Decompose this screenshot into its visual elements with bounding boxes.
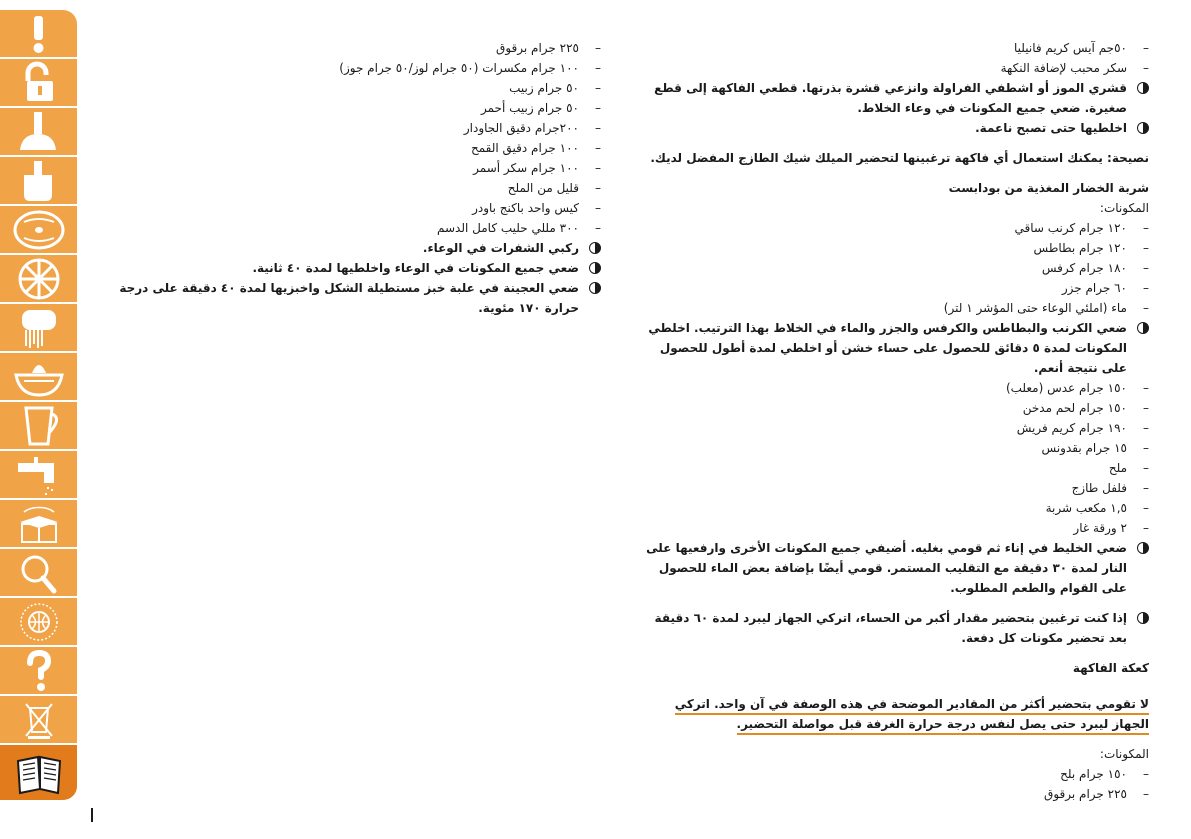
ingredient-item [101, 178, 601, 198]
disposal-bin-icon [10, 698, 68, 742]
ingredient-text: – ١٠٠ جرام دقيق القمح [470, 141, 579, 155]
section-label-text: المكونات: [1099, 201, 1149, 215]
ingredient-text: – ٢٢٥ جرام برقوق [1044, 787, 1127, 801]
ingredient-item [644, 258, 1149, 278]
tip-text: نصيحة: يمكنك استعمال أي فاكهة ترغبينها لتحضير الميلك شيك الطازج المفضل لديك. [650, 151, 1149, 165]
sidebar-tile-disposal[interactable] [0, 696, 77, 745]
ingredient-text: – ١٢٠ جرام كرنب ساقي [1014, 221, 1127, 235]
storage-box-icon [10, 502, 68, 546]
ingredient-text: – ٦٠ جرام جزر [1061, 281, 1127, 295]
recipe-title-text: كعكة الفاكهة [1072, 661, 1149, 675]
instruction-text: ضعي الخليط في إناء ثم قومي بغليه. أضيفي جميع المكونات الأخرى وارفعيها على النار لمدة ٣٠ دقيقة مع التقليب المستمر. قومي أيضًا بإضافة بعض الماء للحصول على القوام والطعم المطلوب. [646, 541, 1127, 595]
ingredient-item [644, 238, 1149, 258]
ingredient-text: – ٢٢٥ جرام برقوق [496, 41, 579, 55]
sidebar-tile-slicing-disc[interactable] [0, 206, 77, 255]
ingredient-item [644, 298, 1149, 318]
ingredient-item [101, 58, 601, 78]
instruction-step [644, 118, 1149, 138]
tap-cleaning-icon [10, 453, 68, 497]
sidebar [0, 10, 77, 800]
juicer-icon [10, 159, 68, 203]
instruction-step [644, 608, 1149, 648]
ingredient-item [644, 764, 1149, 784]
ingredient-text: – ٥٠ جرام زبيب [509, 81, 579, 95]
ingredient-text: – ٢٠٠جرام دقيق الجاودار [463, 121, 579, 135]
ingredient-text: – ١٥٠ جرام عدس (معلب) [1005, 381, 1127, 395]
ingredient-item [644, 498, 1149, 518]
grating-disc-icon [10, 257, 68, 301]
warning-text: لا تقومي بتحضير أكثر من المقادير الموضحة في هذه الوصفة في آن واحد. اتركي الجهاز ليبرد حتى يصل لنفس درجة حرارة الغرفة قبل مواصلة التحضير. [675, 697, 1149, 735]
sidebar-tile-tap[interactable] [0, 451, 77, 500]
ingredient-text: – ١٥ جرام بقدونس [1041, 441, 1127, 455]
sidebar-tile-jug[interactable] [0, 402, 77, 451]
ingredient-item [644, 438, 1149, 458]
sidebar-tile-grating-disc[interactable] [0, 255, 77, 304]
ingredient-text: – فلفل طازج [1071, 481, 1127, 495]
sidebar-tile-recipes[interactable] [0, 745, 77, 800]
ingredient-text: – ١٥٠ جرام لحم مدخن [1022, 401, 1127, 415]
ingredient-item [101, 218, 601, 238]
ingredient-text: – ١٥٠ جرام بلح [1060, 767, 1127, 781]
ingredient-item [101, 158, 601, 178]
ingredient-text: – ٥٠ جرام زبيب أحمر [481, 101, 579, 115]
recipe-title-text: شربة الخضار المغذية من بودابست [948, 181, 1149, 195]
spiralizer-icon [10, 306, 68, 350]
slicing-disc-icon [10, 208, 68, 252]
instruction-text: إذا كنت ترغبين بتحضير مقدار أكبر من الحساء، اتركي الجهاز ليبرد لمدة ٦٠ دقيقة بعد تحضير مكونات كل دفعة. [654, 611, 1127, 645]
spacer [644, 138, 1149, 148]
tip-note [644, 148, 1149, 168]
sidebar-tile-storage[interactable] [0, 500, 77, 549]
instruction-text: ضعي الكرنب والبطاطس والكرفس والجزر والماء في الخلاط بهذا الترتيب. اخلطي المكونات لمدة ٥ دقائق للحصول على حساء خشن أو اخلطي لمدة أطول للحصول على نتيجة أنعم. [648, 321, 1127, 375]
jug-icon [10, 404, 68, 448]
instruction-text: ركبي الشفرات في الوعاء. [422, 241, 579, 255]
ingredient-item [644, 478, 1149, 498]
ingredient-text: – ملح [1108, 461, 1127, 475]
ingredient-item [101, 98, 601, 118]
spacer [644, 678, 1149, 688]
ingredient-item [101, 198, 601, 218]
instruction-step [101, 258, 601, 278]
ingredient-text: – ٥٠جم آيس كريم فانيليا [1014, 41, 1127, 55]
warning-note [644, 694, 1149, 734]
spacer [644, 734, 1149, 744]
sidebar-tile-juicer[interactable] [0, 157, 77, 206]
ingredient-item [644, 218, 1149, 238]
ingredient-item [644, 418, 1149, 438]
globe-icon [10, 600, 68, 644]
sidebar-tile-magnifier[interactable] [0, 549, 77, 598]
ingredient-item [644, 278, 1149, 298]
ingredient-text: – ماء (املئي الوعاء حتى المؤشر ١ لتر) [943, 301, 1127, 315]
ingredient-text: – ١٠٠ جرام سكر أسمر [473, 161, 579, 175]
sidebar-tile-guarantee[interactable] [0, 598, 77, 647]
section-label [644, 744, 1149, 764]
ingredient-item [644, 38, 1149, 58]
page-marker [91, 808, 93, 822]
section-label [644, 198, 1149, 218]
ingredient-item [644, 58, 1149, 78]
section-label-text: المكونات: [1099, 747, 1149, 761]
recipe-title [644, 178, 1149, 198]
ingredient-item [644, 398, 1149, 418]
ingredient-item [101, 38, 601, 58]
spacer [644, 598, 1149, 608]
magnifier-icon [10, 551, 68, 595]
warning-icon [10, 12, 68, 56]
spacer [644, 648, 1149, 658]
instruction-step [644, 538, 1149, 598]
ingredient-item [101, 138, 601, 158]
ingredient-text: – ١٠٠ جرام مكسرات (٥٠ جرام لوز/٥٠ جرام جوز) [339, 61, 579, 75]
ingredient-text: – ١٢٠ جرام بطاطس [1033, 241, 1127, 255]
ingredient-text: – كيس واحد باكنج باودر [472, 201, 579, 215]
sidebar-tile-unlock[interactable] [0, 59, 77, 108]
instruction-text: اخلطيها حتى تصبح ناعمة. [975, 121, 1127, 135]
ingredient-item [644, 458, 1149, 478]
ingredient-text: – ١٩٠ جرام كريم فريش [1016, 421, 1127, 435]
ingredient-item [644, 784, 1149, 804]
instruction-text: قشري الموز أو اشطفي الفراولة وانزعي قشرة بذرتها. قطعي الفاكهة إلى قطع صغيرة. ضعي جميع المكونات في وعاء الخلاط. [654, 81, 1127, 115]
ingredient-item [101, 118, 601, 138]
recipe-column-left [101, 38, 601, 318]
ingredient-text: – ١٨٠ جرام كرفس [1041, 261, 1127, 275]
recipe-column-right [644, 38, 1149, 804]
instruction-step [101, 238, 601, 258]
ingredient-text: – ٢ ورقة غار [1073, 521, 1127, 535]
citrus-press-icon [10, 355, 68, 399]
ingredient-text: – ١,٥ مكعب شربة [1045, 501, 1127, 515]
instruction-text: ضعي العجينة في علبة خبز مستطيلة الشكل واخبزيها لمدة ٤٠ دقيقة على درجة حرارة ١٧٠ مئوية. [119, 281, 579, 315]
ingredient-text: – ٣٠٠ مللي حليب كامل الدسم [437, 221, 579, 235]
blender-motor-icon [10, 110, 68, 154]
ingredient-item [101, 78, 601, 98]
question-icon [10, 649, 68, 693]
ingredient-text: – قليل من الملح [507, 181, 579, 195]
instruction-text: ضعي جميع المكونات في الوعاء واخلطيها لمدة ٤٠ ثانية. [252, 261, 579, 275]
sidebar-tile-motor[interactable] [0, 108, 77, 157]
ingredient-item [644, 518, 1149, 538]
recipe-title [644, 658, 1149, 678]
ingredient-text: – سكر محبب لإضافة النكهة [1000, 61, 1127, 75]
unlock-icon [10, 61, 68, 105]
spacer [644, 168, 1149, 178]
sidebar-tile-citrus-press[interactable] [0, 353, 77, 402]
instruction-step [644, 78, 1149, 118]
recipe-book-icon [10, 751, 68, 795]
instruction-step [644, 318, 1149, 378]
sidebar-tile-help[interactable] [0, 647, 77, 696]
instruction-step [101, 278, 601, 318]
sidebar-tile-spiralizer[interactable] [0, 304, 77, 353]
sidebar-tile-warning[interactable] [0, 10, 77, 59]
ingredient-item [644, 378, 1149, 398]
